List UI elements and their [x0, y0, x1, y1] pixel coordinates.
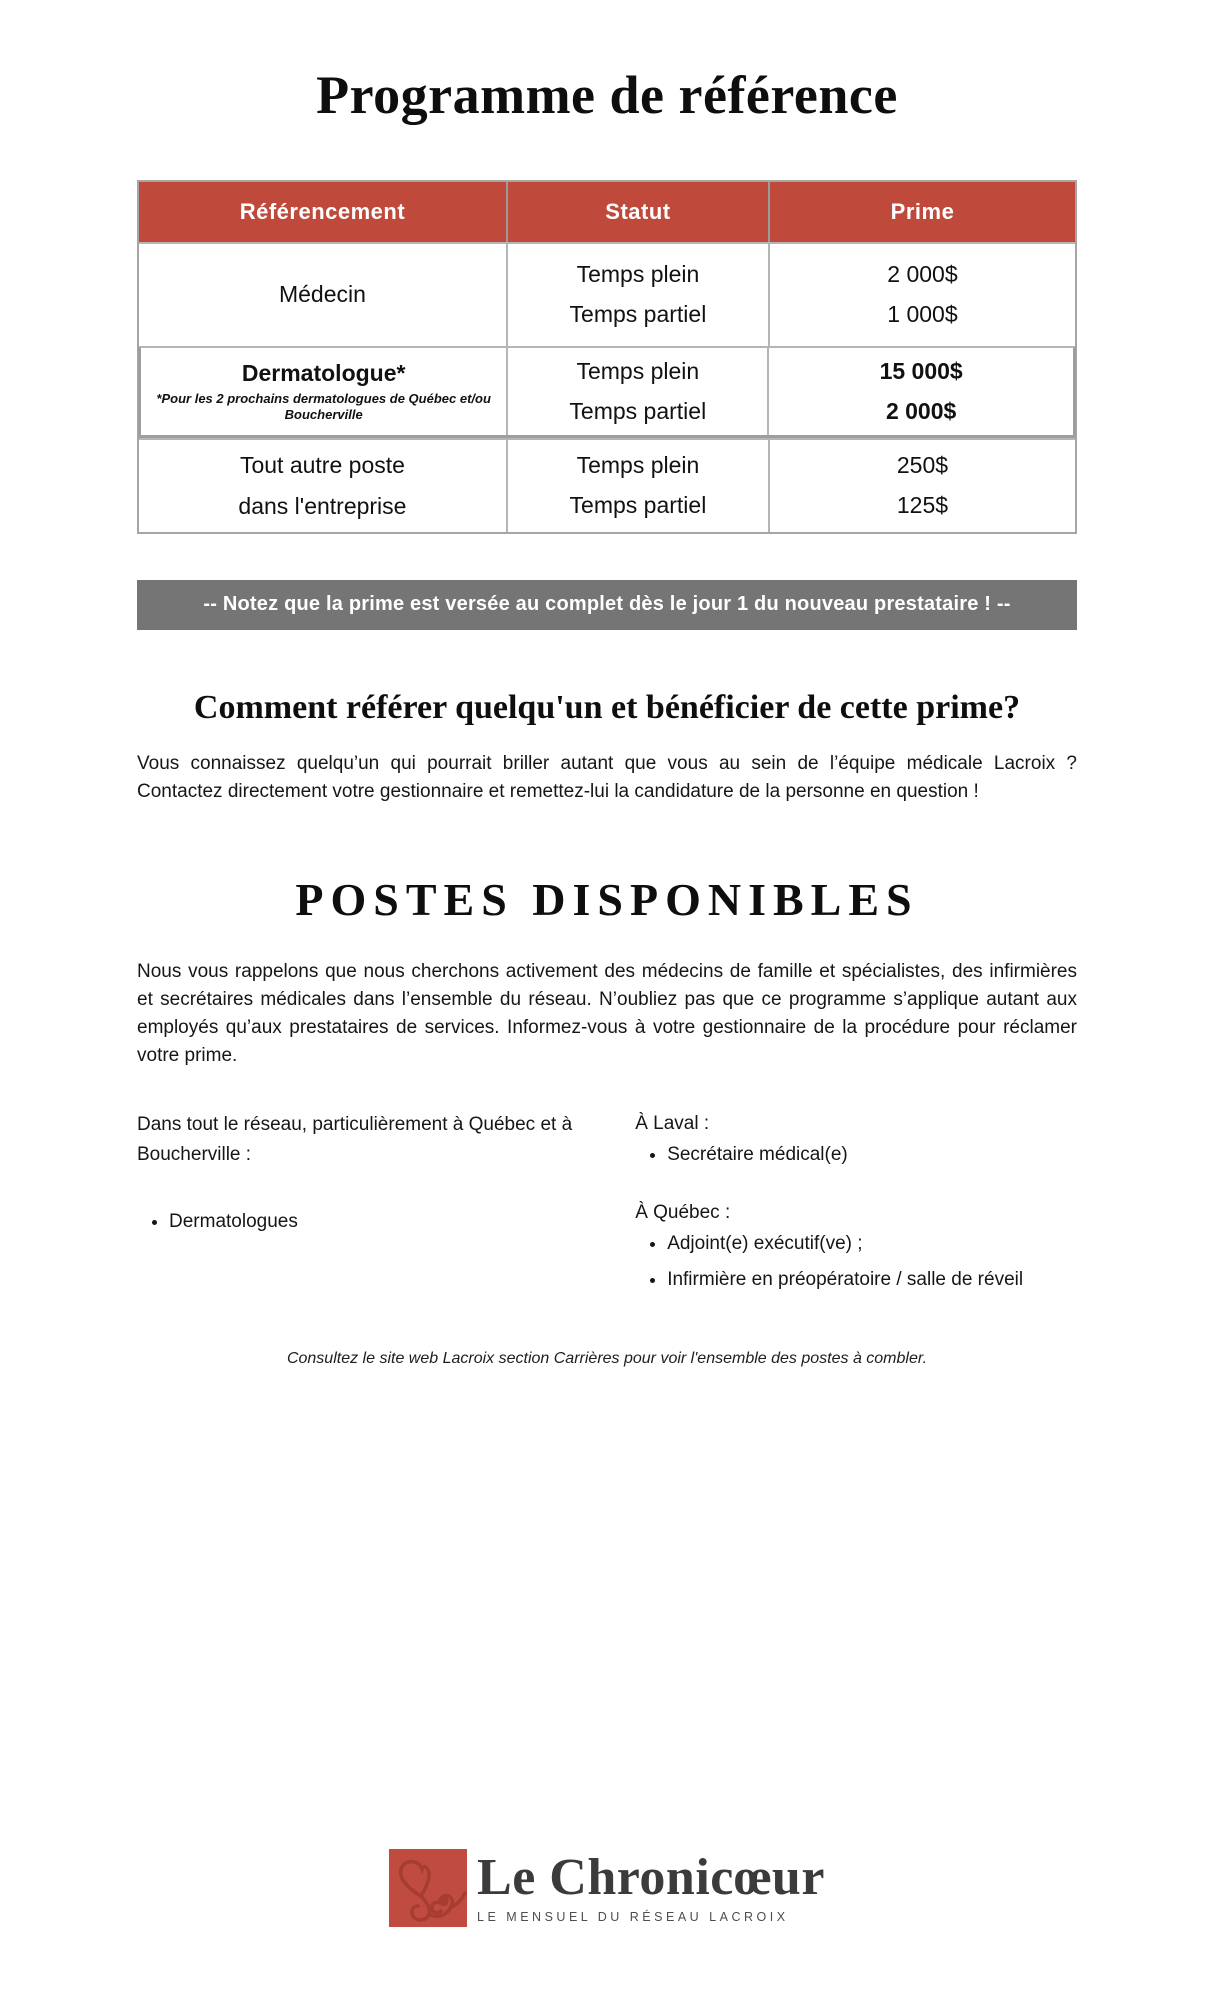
- autre-name-line2: dans l'entreprise: [238, 492, 407, 519]
- prime-line: 2 000$: [885, 397, 957, 424]
- cell-autre-prime: [768, 440, 1075, 532]
- prime-line: 2 000$: [887, 261, 958, 287]
- table-header-row: [139, 182, 1075, 242]
- chronicoeur-heart-icon: [389, 1849, 467, 1927]
- statut-line: Temps plein: [576, 452, 700, 478]
- logo-title: Le Chronicœur: [477, 1849, 825, 1906]
- statut-line: Temps partiel: [569, 397, 707, 424]
- cell-autre-name: [139, 440, 506, 532]
- paragraph-postes-info: Nous vous rappelons que nous cherchons activement des médecins de famille et spécialistes, des infirmières et secrétaires médicales dans l’ensemble du réseau. N’oubliez pas que ce programme s’applique autant aux employés qu’aux prestataires de services. Informez-vous à votre gestionnaire de la procédure pour réclamer votre prime.: [137, 960, 1077, 1066]
- header-cell-prime: Prime: [768, 182, 1075, 242]
- bullet-dermatologues: • Dermatologues: [169, 1204, 595, 1240]
- cell-medecin-statut: [506, 244, 768, 346]
- section-heading-how-to-refer: Comment référer quelqu'un et bénéficier de cette prime?: [193, 688, 1021, 726]
- statut-line: Temps partiel: [569, 492, 707, 518]
- dermatologue-name: Dermatologue*: [241, 359, 406, 386]
- cell-dermatologue-name: [141, 348, 506, 435]
- autre-name-line1: Tout autre poste: [239, 451, 405, 478]
- dermatologue-note: *Pour les 2 prochains dermatologues de Québec et/ou Boucherville: [156, 390, 491, 422]
- table-row-autre-poste: [139, 438, 1075, 532]
- paragraph-refer-info: Vous connaissez quelqu’un qui pourrait briller autant que vous au sein de l’équipe médicale Lacroix ? Contactez directement votre gestionnaire et remettez-lui la candidature de la personne en question !: [137, 752, 1077, 802]
- prime-line: 250$: [896, 452, 949, 478]
- laval-list: [635, 1137, 1077, 1173]
- logo-tagline: LE MENSUEL DU RÉSEAU LACROIX: [477, 1910, 789, 1924]
- statut-line: Temps plein: [576, 261, 700, 287]
- statut-line: Temps partiel: [569, 301, 707, 327]
- positions-columns: [137, 1110, 1077, 1298]
- table-row-medecin: [139, 242, 1075, 346]
- logo-text-block: [477, 1849, 825, 1924]
- referral-table: [137, 180, 1077, 534]
- section-heading-postes-disponibles: POSTES DISPONIBLES: [295, 873, 919, 925]
- statut-line: Temps plein: [576, 357, 700, 384]
- column-left: [137, 1110, 635, 1298]
- bullet-secretaire-medical: • Secrétaire médical(e): [667, 1137, 1077, 1173]
- bullet-infirmiere-preoperatoire: • Infirmière en préopératoire / salle de réveil: [667, 1262, 1077, 1298]
- prime-line: 125$: [896, 492, 949, 518]
- cell-autre-statut: [506, 440, 768, 532]
- page-title: Programme de référence: [316, 65, 898, 125]
- header-cell-statut: Statut: [506, 182, 768, 242]
- column-left-intro: Dans tout le réseau, particulièrement à Québec et à Boucherville :: [137, 1113, 573, 1165]
- label-a-quebec: À Québec :: [635, 1201, 731, 1223]
- cell-dermatologue-statut: [506, 348, 767, 435]
- prime-line: 1 000$: [887, 301, 958, 327]
- cell-dermatologue-prime: [767, 348, 1073, 435]
- table-row-dermatologue: [138, 346, 1076, 438]
- quebec-list: [635, 1226, 1077, 1298]
- column-right: [635, 1110, 1077, 1298]
- column-left-list: [137, 1204, 595, 1240]
- cell-medecin-prime: [768, 244, 1075, 346]
- cell-medecin-name: Médecin: [278, 281, 366, 307]
- banner-note: -- Notez que la prime est versée au complet dès le jour 1 du nouveau prestataire ! --: [137, 580, 1077, 630]
- header-cell-referencement: Référencement: [239, 198, 406, 224]
- careers-footnote: Consultez le site web Lacroix section Carrières pour voir l'ensemble des postes à combler.: [286, 1349, 928, 1367]
- bullet-adjoint-executif: • Adjoint(e) exécutif(ve) ;: [667, 1226, 1077, 1262]
- chronicoeur-logo: [0, 1849, 1214, 1927]
- label-a-laval: À Laval :: [635, 1112, 710, 1134]
- prime-line: 15 000$: [879, 357, 963, 384]
